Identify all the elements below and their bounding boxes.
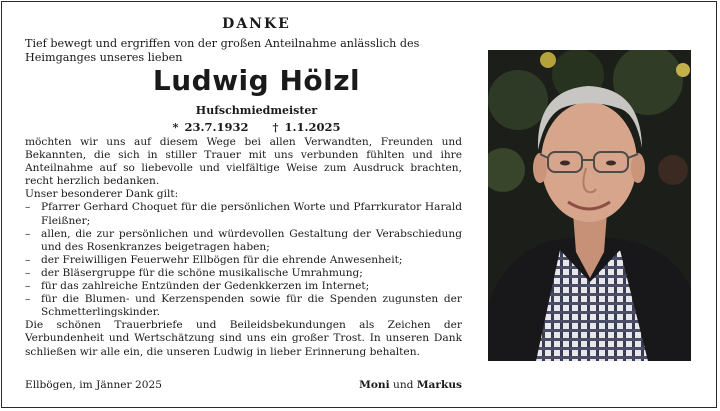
birth-date: * 23.7.1932 [172, 120, 249, 134]
portrait-illustration [488, 50, 691, 361]
notice-footer [25, 379, 462, 391]
closing-paragraph: Die schönen Trauerbriefe und Beileidsbekundungen als Zeichen der Verbundenheit und Wertschätzung sind uns ein großer Trost. In unseren Dank schließen wir alle ein, die unseren Ludwig in lieber Erinnerung behalten. [25, 319, 462, 358]
signature: Moni und Markus [359, 379, 462, 391]
thanks-paragraph: möchten wir uns auf diesem Wege bei allen Verwandten, Freunden und Bekannten, die sich in stiller Trauer mit uns verbunden fühlten und ihre Anteilnahme auf so liebevolle und vielfältige Weise zum Ausdruck brachten, recht herzlich bedanken. [25, 136, 462, 188]
list-item: – für die Blumen- und Kerzenspenden sowie für die Spenden zugunsten der Schmetterlingskinder. [25, 293, 462, 319]
dash-bullet: – [25, 227, 31, 240]
dash-bullet: – [25, 201, 31, 214]
list-item: – für das zahlreiche Entzünden der Gedenkkerzen im Internet; [25, 280, 370, 293]
list-item: – der Bläsergruppe für die schöne musikalische Umrahmung; [25, 266, 363, 279]
portrait-photo [488, 50, 691, 361]
thanks-list [25, 201, 462, 319]
thanks-heading: Unser besonderer Dank gilt: [25, 188, 179, 201]
deceased-name: Ludwig Hölzl [152, 64, 361, 97]
dash-bullet: – [25, 266, 31, 279]
death-date: † 1.1.2025 [272, 120, 341, 134]
list-item: – Pfarrer Gerhard Choquet für die persönlichen Worte und Pfarrkurator Harald Fleißner; [25, 201, 462, 227]
dash-bullet: – [25, 293, 31, 306]
notice-heading: DANKE [222, 16, 291, 32]
dash-bullet: – [25, 280, 31, 293]
list-item: – der Freiwilligen Feuerwehr Ellbögen für die ehrende Anwesenheit; [25, 253, 403, 266]
dash-bullet: – [25, 253, 31, 266]
life-dates [25, 120, 488, 134]
list-item: – allen, die zur persönlichen und würdevollen Gestaltung der Verabschiedung und des Rosenkranzes beigetragen haben; [25, 227, 462, 253]
intro-text: Tief bewegt und ergriffen von der großen Anteilnahme anlässlich des Heimganges unseres lieben [25, 37, 420, 64]
place-date: Ellbögen, im Jänner 2025 [25, 379, 162, 391]
profession-label: Hufschmiedmeister [195, 104, 318, 117]
notice-body [25, 136, 462, 359]
